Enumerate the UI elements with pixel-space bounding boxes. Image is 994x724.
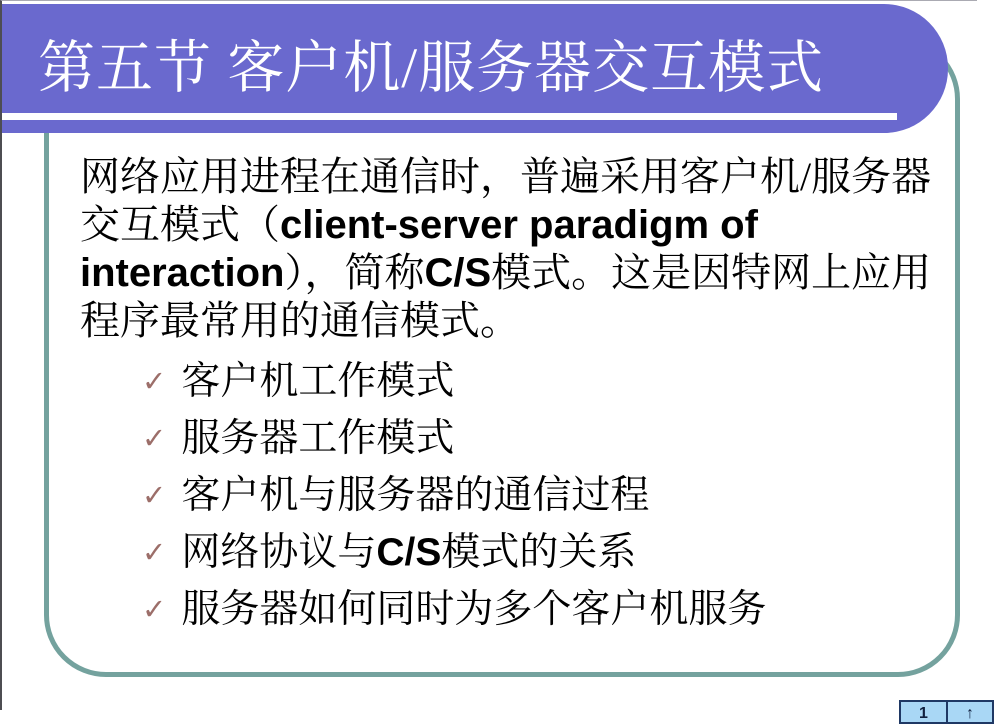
title-underline	[2, 113, 897, 120]
intro-latin-bold-2: C/S	[424, 251, 492, 295]
slide-body	[80, 153, 954, 638]
page-nav-box	[899, 700, 994, 724]
list-item	[142, 353, 954, 410]
list-item	[142, 410, 954, 467]
nav-up-arrow-icon[interactable]: ↑	[965, 705, 974, 722]
checkmark-icon: ✓	[142, 478, 167, 512]
checkmark-icon: ✓	[142, 535, 167, 569]
intro-cjk-3: 模式。这是因特网上应用程序最常用的通信模式。	[80, 250, 932, 343]
slide-title: 第五节 客户机/服务器交互模式	[38, 37, 825, 100]
bullet-text: 服务器如何同时为多个客户机服务	[181, 588, 767, 631]
checkmark-icon: ✓	[142, 421, 167, 455]
list-item	[142, 581, 954, 638]
bullet-text-bold: C/S	[376, 531, 442, 574]
bullet-text: 模式的关系	[441, 531, 637, 574]
bullet-text: 网络协议与	[181, 531, 377, 574]
checkmark-icon: ✓	[142, 364, 167, 398]
nav-page-number[interactable]: 1	[901, 702, 948, 722]
bullet-text: 客户机与服务器的通信过程	[181, 474, 650, 517]
bullet-list	[80, 353, 954, 638]
intro-cjk-1: 网络应用进程在通信时，普遍采用客户机/服务器交互模式（	[80, 154, 932, 247]
intro-latin-bold-1: client-server paradigm of interaction	[80, 203, 758, 295]
checkmark-icon: ✓	[142, 592, 167, 626]
bullet-text: 客户机工作模式	[181, 360, 455, 403]
bullet-text: 服务器工作模式	[181, 417, 455, 460]
list-item	[142, 524, 954, 581]
list-item	[142, 467, 954, 524]
title-banner	[2, 4, 948, 133]
intro-paragraph	[80, 153, 954, 345]
intro-cjk-2: ），简称	[284, 250, 425, 295]
